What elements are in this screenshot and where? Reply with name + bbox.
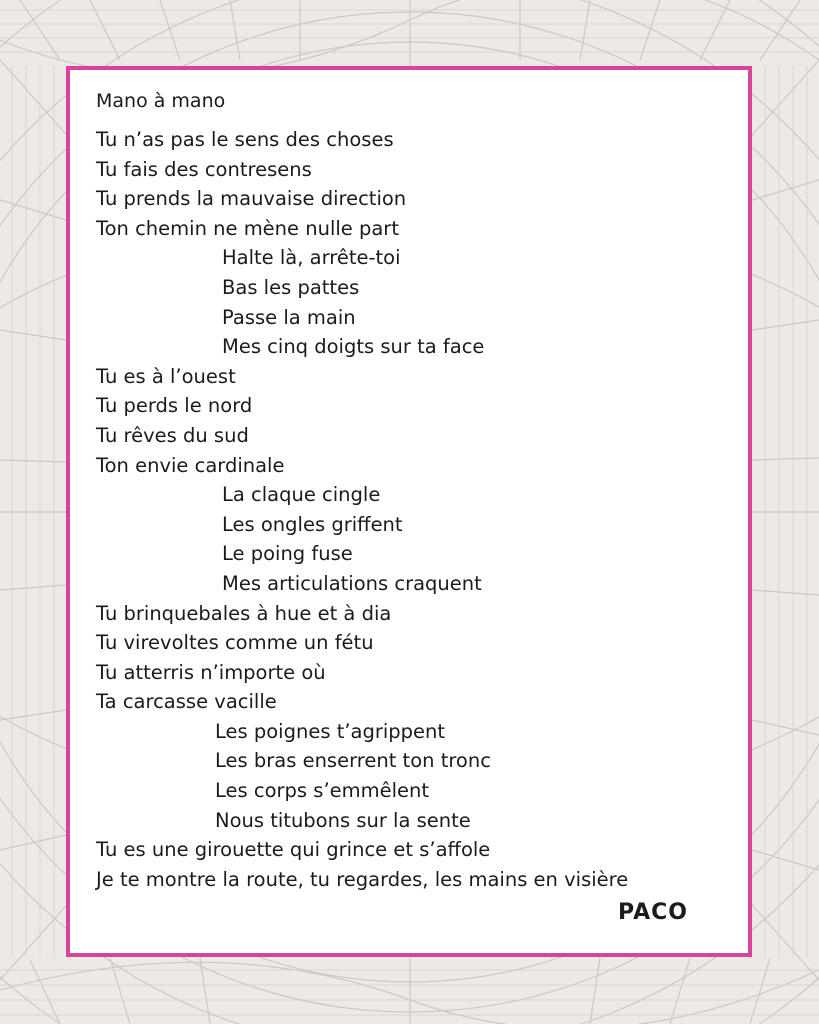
poem-line: Halte là, arrête-toi (222, 246, 401, 270)
poem-line: Ton envie cardinale (96, 453, 285, 477)
poem-line: Ta carcasse vacille (96, 690, 277, 714)
poem-line: Tu es à l’ouest (96, 364, 236, 388)
poem-line: Nous titubons sur la sente (215, 808, 471, 832)
poem-title: Mano à mano (96, 90, 226, 112)
poem-line: Passe la main (222, 305, 356, 329)
author-signature: PACO (618, 900, 688, 925)
poem-line: Les ongles griffent (222, 512, 403, 536)
poem-line: Mes cinq doigts sur ta face (222, 335, 485, 359)
poem-line: Tu virevoltes comme un fétu (96, 631, 374, 655)
poem-line: Le poing fuse (222, 542, 353, 566)
poem-line: Les corps s’emmêlent (215, 779, 430, 803)
poem-lines (96, 125, 628, 894)
poem-line: Bas les pattes (222, 275, 360, 299)
poem-line: Ton chemin ne mène nulle part (96, 216, 399, 240)
poem-line: Tu brinquebales à hue et à dia (96, 601, 392, 625)
poem-line: Les bras enserrent ton tronc (215, 749, 491, 773)
poem-line: La claque cingle (222, 483, 381, 507)
poem-line: Tu n’as pas le sens des choses (96, 128, 394, 151)
poem-line: Tu es une girouette qui grince et s’affole (96, 838, 491, 862)
poem-line: Tu prends la mauvaise direction (96, 187, 407, 211)
poem-line: Les poignes t’agrippent (215, 719, 446, 743)
poem-card (66, 66, 752, 957)
poem-line: Tu perds le nord (96, 394, 253, 418)
poem-line: Je te montre la route, tu regardes, les mains en visière (96, 867, 629, 891)
poem-line: Tu rêves du sud (96, 423, 249, 447)
poem-line: Tu fais des contresens (96, 157, 312, 181)
poem-line: Mes articulations craquent (222, 571, 482, 595)
poem-line: Tu atterris n’importe où (96, 660, 326, 684)
